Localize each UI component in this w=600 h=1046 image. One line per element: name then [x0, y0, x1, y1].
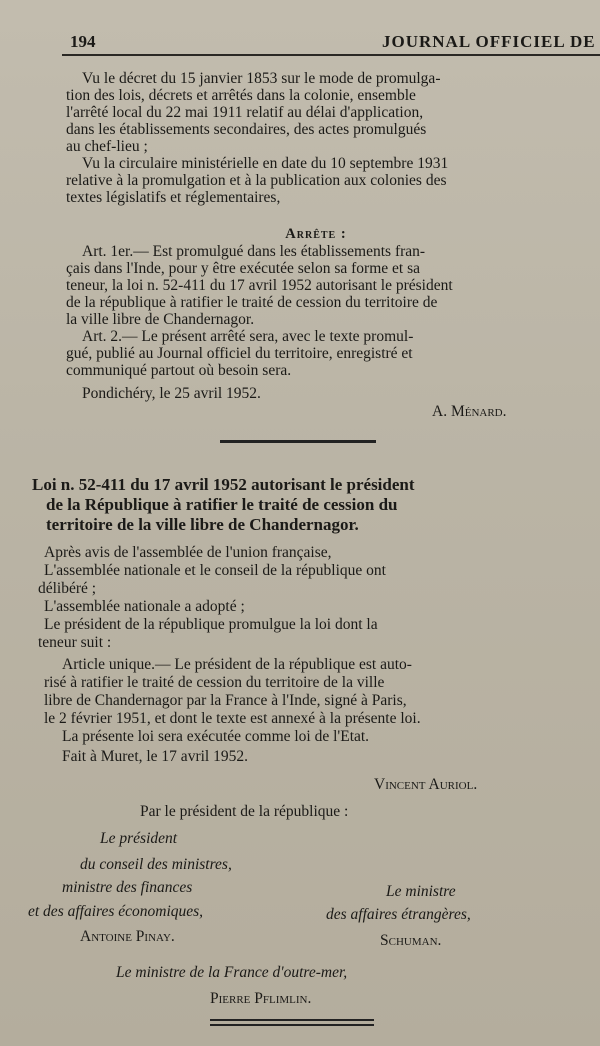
loi-place-date: Fait à Muret, le 17 avril 1952. — [62, 748, 248, 765]
article-line: teneur, la loi n. 52-411 du 17 avril 1952 autorisant le président — [66, 277, 453, 294]
loi-title-line: de la République à ratifier le traité de cession du — [46, 495, 398, 514]
loi-body-line: L'assemblée nationale a adopté ; — [44, 598, 245, 615]
article-line: Art. 1er.— Est promulgué dans les établissements fran- — [82, 243, 426, 260]
header-rule — [62, 54, 600, 56]
preamble-line: l'arrêté local du 22 mai 1911 relatif au délai d'application, — [66, 104, 424, 121]
end-rule-top — [210, 1019, 374, 1021]
page-header — [0, 28, 600, 58]
countersign-line: Le président — [100, 830, 178, 847]
article-line: çais dans l'Inde, pour y être exécutée selon sa forme et sa — [66, 260, 420, 277]
countersign-line: du conseil des ministres, — [80, 856, 232, 873]
preamble-line: tion des lois, décrets et arrêtés dans la colonie, ensemble — [66, 87, 416, 104]
countersign-line: des affaires étrangères, — [326, 906, 471, 923]
loi-body-line: libre de Chandernagor par la France à l'Inde, signé à Paris, — [44, 692, 407, 709]
preamble-line: au chef-lieu ; — [66, 138, 148, 155]
loi-article-unique: Article unique.— Le président de la république est auto- — [62, 656, 412, 673]
countersign-name: Pierre Pflimlin. — [210, 990, 312, 1007]
preamble-line: dans les établissements secondaires, des actes promulgués — [66, 121, 427, 138]
loi-body-line: teneur suit : — [38, 634, 112, 651]
countersign-line: et des affaires économiques, — [28, 903, 204, 920]
loi-title-line: Loi n. 52-411 du 17 avril 1952 autorisant le président — [32, 475, 415, 494]
loi-body-line: risé à ratifier le traité de cession du territoire de la ville — [44, 674, 385, 691]
place-date: Pondichéry, le 25 avril 1952. — [82, 385, 261, 402]
signature: A. Ménard. — [432, 403, 507, 420]
section-separator — [220, 440, 376, 443]
countersign-line: ministre des finances — [62, 879, 193, 896]
article-line: communiqué partout où besoin sera. — [66, 362, 292, 379]
countersign-name: Schuman. — [380, 932, 442, 949]
article-line: de la république à ratifier le traité de cession du territoire de — [66, 294, 438, 311]
loi-body-line: La présente loi sera exécutée comme loi de l'Etat. — [62, 728, 370, 745]
article-line: la ville libre de Chandernagor. — [66, 311, 255, 328]
journal-title: JOURNAL OFFICIEL DE — [382, 32, 596, 51]
countersign-line: Le ministre — [386, 883, 456, 900]
page-number: 194 — [70, 32, 96, 51]
loi-title-line: territoire de la ville libre de Chandernagor. — [46, 515, 359, 534]
loi-body-line: délibéré ; — [38, 580, 97, 597]
preamble-line: Vu le décret du 15 janvier 1853 sur le mode de promulga- — [82, 70, 441, 87]
preamble-line: relative à la promulgation et à la publication aux colonies des — [66, 172, 447, 189]
par-le-president: Par le président de la république : — [140, 803, 349, 820]
preamble-line: textes législatifs et réglementaires, — [66, 189, 281, 206]
article-line: Art. 2.— Le présent arrêté sera, avec le texte promul- — [82, 328, 414, 345]
end-rule-bottom — [210, 1024, 374, 1026]
loi-body-line: Après avis de l'assemblée de l'union française, — [44, 544, 332, 561]
signatory: Vincent Auriol. — [374, 776, 478, 793]
arrete-heading: Arrête : — [285, 226, 347, 242]
loi-body-line: le 2 février 1951, et dont le texte est annexé à la présente loi. — [44, 710, 421, 727]
countersign-line: Le ministre de la France d'outre-mer, — [116, 964, 348, 981]
loi-body-line: L'assemblée nationale et le conseil de la république ont — [44, 562, 386, 579]
loi-body-line: Le président de la république promulgue la loi dont la — [44, 616, 378, 633]
countersign-name: Antoine Pinay. — [80, 928, 175, 945]
preamble-line: Vu la circulaire ministérielle en date du 10 septembre 1931 — [82, 155, 449, 172]
article-line: gué, publié au Journal officiel du territoire, enregistré et — [66, 345, 413, 362]
